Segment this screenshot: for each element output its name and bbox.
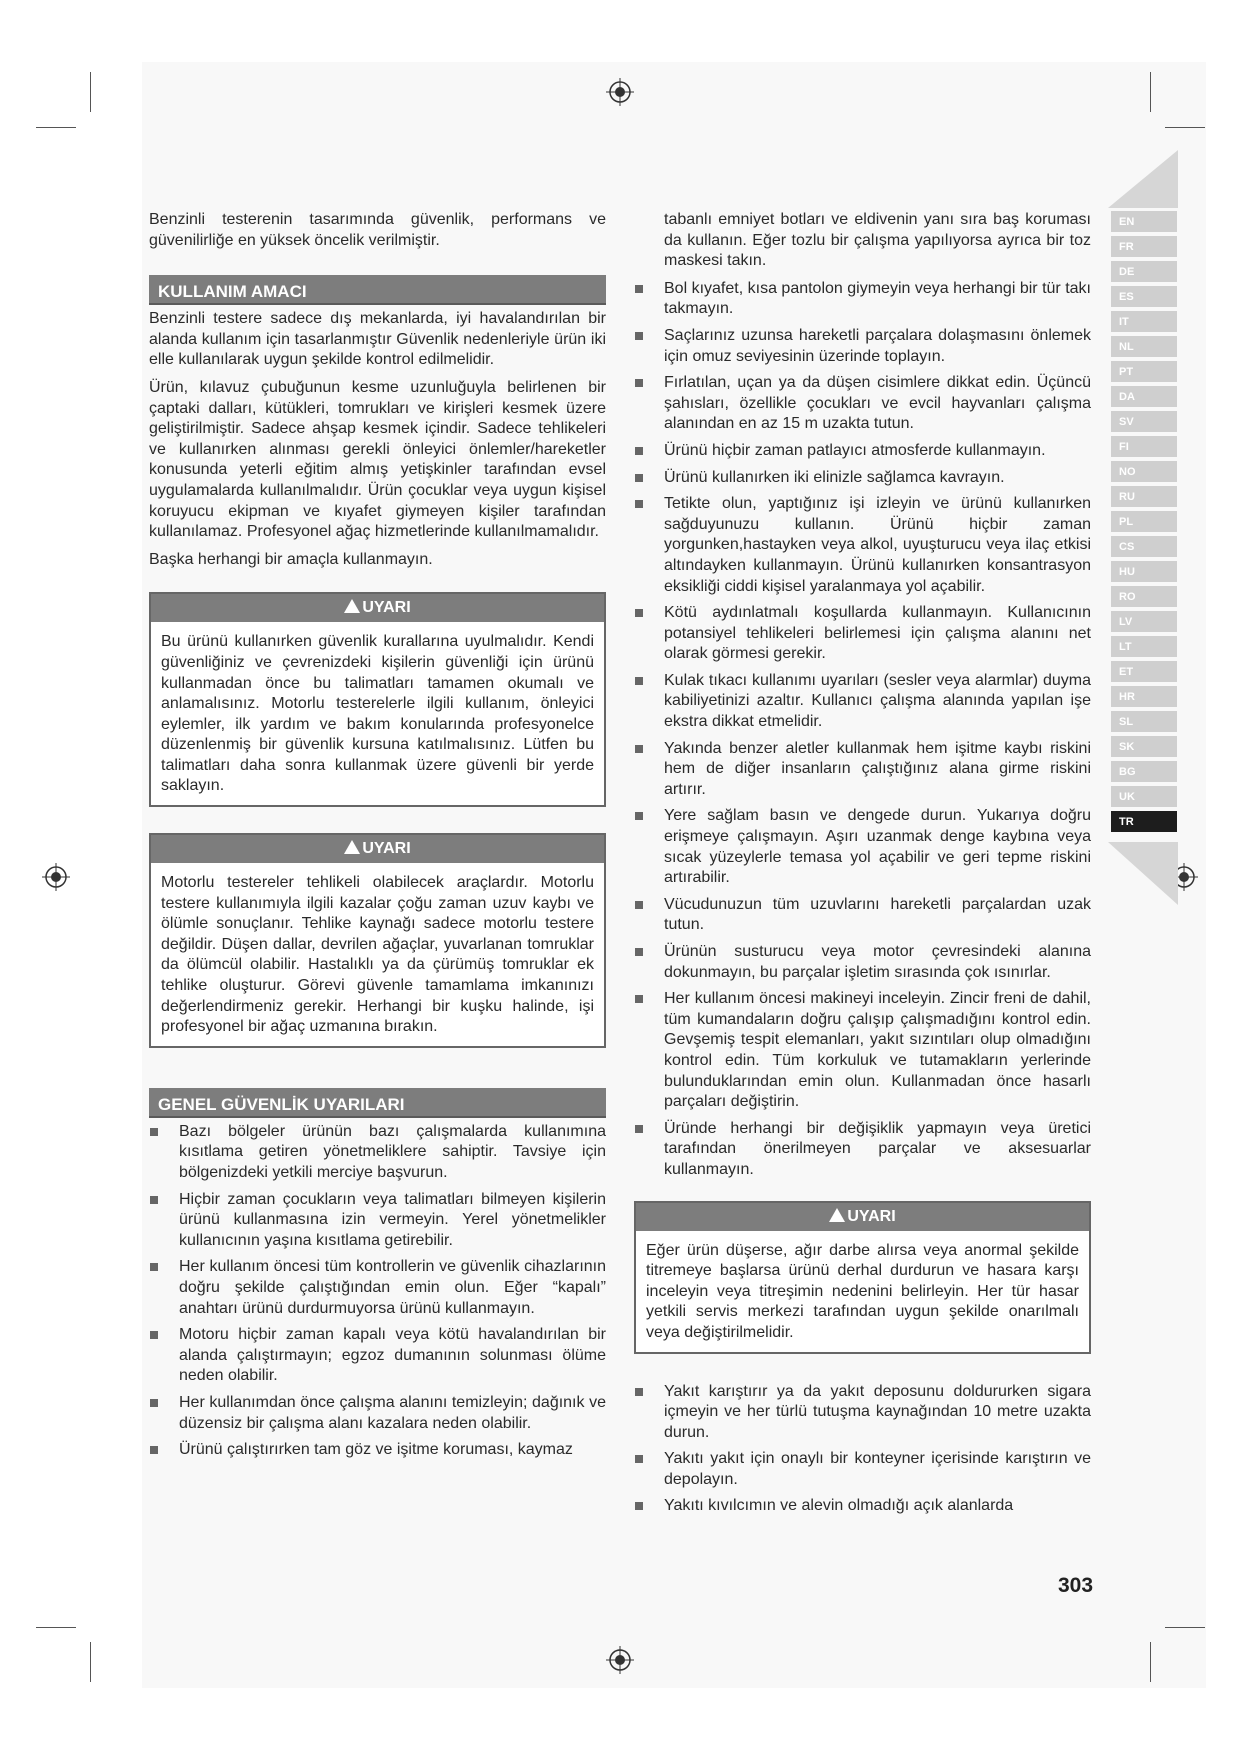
language-tab-bg[interactable]: BG [1111, 761, 1177, 782]
purpose-paragraph: Benzinli testere sadece dış mekanlarda, iyi havalandırılan bir alanda kullanım için tasarlanmıştır Güvenlik nedenleriyle ürün iki elle kullanılarak uygun şekilde kontrol edilmelidir. [149, 310, 606, 369]
language-tab-fr[interactable]: FR [1111, 236, 1177, 257]
language-tab-sk[interactable]: SK [1111, 736, 1177, 757]
registration-mark-icon [42, 863, 70, 891]
crop-mark [36, 127, 76, 128]
right-column [634, 210, 1091, 1523]
list-item: Yere sağlam basın ve dengede durun. Yukarıya doğru erişmeye çalışmayın. Aşırı uzanmak denge kaybına veya sıcak yüzeylerle temasa yol açabilir ve geri tepme riskini artırabilir. [634, 806, 1091, 888]
language-tab-et[interactable]: ET [1111, 661, 1177, 682]
general-safety-heading: GENEL GÜVENLİK UYARILARI [149, 1088, 606, 1118]
list-item: Vücudunuzun tüm uzuvlarını hareketli parçalardan uzak tutun. [634, 895, 1091, 936]
list-item: Bol kıyafet, kısa pantolon giymeyin veya herhangi bir tür takı takmayın. [634, 279, 1091, 320]
warning-text: Eğer ürün düşerse, ağır darbe alırsa veya anormal şekilde titremeye başlarsa ürünü derhal durdurun ve hasara karşı inceleyin veya titreşimin nedenini belirleyin. Her tür hasar yetkili servis merkezi tarafından uygun şekilde onarılmalı veya değiştirilmelidir. [646, 1241, 1079, 1341]
warning-triangle-icon [829, 1208, 845, 1222]
purpose-heading: KULLANIM AMACI [149, 275, 606, 305]
list-item: Motoru hiçbir zaman kapalı veya kötü havalandırılan bir alanda çalıştırmayın; egzoz dumanının solunması ölüme neden olabilir. [149, 1325, 606, 1387]
crop-mark [1150, 1642, 1151, 1682]
purpose-paragraph: Ürün, kılavuz çubuğunun kesme uzunluğuyla belirlenen bir çaptaki dalları, kütükleri, tomrukları ve kirişleri kesmek üzere geliştirilmiştir. Sadece ahşap kesmek içindir. Sadece tehlikeleri ve kullanırken alınması gerekli önleyici önlemler/hareketler konusunda yeterli eğitim almış yetişkinler tarafından evsel uygulamalarda kullanılmalıdır. Ürün çocuklar veya uygun kişisel koruyucu ekipman ve kıyafet giymeyen kişiler tarafından kullanılamaz. Profesyonel ağaç hizmetlerinde kullanılmamalıdır. [149, 378, 606, 541]
warning-header [151, 835, 604, 863]
list-item: Kötü aydınlatmalı koşullarda kullanmayın. Kullanıcının potansiyel tehlikeleri belirlemesi için çalışma alanını net olarak görmesi gerekir. [634, 603, 1091, 665]
language-tab-no[interactable]: NO [1111, 461, 1177, 482]
language-tab-es[interactable]: ES [1111, 286, 1177, 307]
list-item: Üründe herhangi bir değişiklik yapmayın veya üretici tarafından önerilmeyen parçalar ve aksesuarlar kullanmayın. [634, 1119, 1091, 1181]
fuel-safety-list [634, 1382, 1091, 1518]
list-item: Ürünü kullanırken iki elinizle sağlamca kavrayın. [634, 468, 1091, 489]
language-tab-tr[interactable]: TR [1111, 811, 1177, 832]
warning-triangle-icon [344, 599, 360, 613]
warning-title: UYARI [362, 599, 411, 617]
warning-box [634, 1201, 1091, 1354]
list-item: Yakında benzer aletler kullanmak hem işitme kaybı riskini hem de diğer insanların çalıştığınız alana girme riskini artırır. [634, 739, 1091, 801]
crop-mark [1165, 1627, 1205, 1628]
list-item: Fırlatılan, uçan ya da düşen cisimlere dikkat edin. Üçüncü şahısları, özellikle çocukları ve evcil hayvanları çalışma alanından en az 15 m uzakta tutun. [634, 373, 1091, 435]
list-item: Ürünü çalıştırırken tam göz ve işitme koruması, kaymaz [149, 1440, 606, 1461]
list-item: Bazı bölgeler ürünün bazı çalışmalarda kullanımına kısıtlama getiren yönetmeliklere sahiptir. Tavsiye için bölgenizdeki yetkili merciye başvurun. [149, 1122, 606, 1184]
list-item: Yakıtı yakıt için onaylı bir konteyner içerisinde karıştırın ve depolayın. [634, 1449, 1091, 1490]
language-tab-it[interactable]: IT [1111, 311, 1177, 332]
language-tab-lv[interactable]: LV [1111, 611, 1177, 632]
language-tab-cs[interactable]: CS [1111, 536, 1177, 557]
language-tab-sv[interactable]: SV [1111, 411, 1177, 432]
language-tabs [1111, 211, 1177, 836]
language-tab-ro[interactable]: RO [1111, 586, 1177, 607]
language-tab-de[interactable]: DE [1111, 261, 1177, 282]
continued-paragraph: tabanlı emniyet botları ve eldivenin yanı sıra baş koruması da kullanın. Eğer tozlu bir çalışma yapılıyorsa ayrıca bir toz maskesi takın. [664, 211, 1091, 270]
language-tab-hr[interactable]: HR [1111, 686, 1177, 707]
list-item: Tetikte olun, yaptığınız işi izleyin ve ürünü kullanırken sağduyunuzu kullanın. Ürünü hiçbir zaman yorgunken,hastayken veya alkol, uyuşturucu veya ilaç etkisi altındayken kullanmayın. Ürünü kullanırken konsantrasyon eksikliği ciddi kişisel yaralanmaya yol açabilir. [634, 494, 1091, 597]
language-tab-uk[interactable]: UK [1111, 786, 1177, 807]
language-tab-ru[interactable]: RU [1111, 486, 1177, 507]
language-tab-en[interactable]: EN [1111, 211, 1177, 232]
language-tab-da[interactable]: DA [1111, 386, 1177, 407]
language-tab-fi[interactable]: FI [1111, 436, 1177, 457]
warning-box [149, 833, 606, 1048]
list-item: Her kullanım öncesi tüm kontrollerin ve güvenlik cihazlarının doğru şekilde çalıştığından emin olun. Eğer “kapalı” anahtarı ürünü durdurmuyorsa ürünü kullanmayın. [149, 1257, 606, 1319]
warning-triangle-icon [344, 840, 360, 854]
general-safety-list [149, 1122, 606, 1461]
warning-text: Bu ürünü kullanırken güvenlik kurallarına uyulmalıdır. Kendi güvenliğiniz ve çevrenizdeki kişilerin güvenliği için ürünü kullanmadan önce bu talimatları tamamen okumalı ve anlamalısınız. Motorlu testerelerle ilgili kullanım, önleyici eylemler, ilk yardım ve bakım konularında profesyonelce düzenlenmiş bir güvenlik kursuna katılmalısınız. Lütfen bu talimatları daha sonra kullanmak üzere güvenli bir yerde saklayın. [161, 633, 594, 795]
safety-list-right [634, 279, 1091, 1181]
crop-mark [1165, 127, 1205, 128]
warning-header [151, 594, 604, 622]
crop-mark [90, 72, 91, 112]
list-item: Her kullanım öncesi makineyi inceleyin. Zincir freni de dahil, tüm kumandaların doğru çalışıp çalışmadığını kontrol edin. Gevşemiş tespit elemanları, yakıt sızıntıları olup olmadığını kontrol edin. Tüm korkuluk ve tutamakların yerlerinde bulunduklarından emin olun. Kullanmadan önce hasarlı parçaları değiştirin. [634, 989, 1091, 1113]
list-item: Ürünün susturucu veya motor çevresindeki alanına dokunmayın, bu parçalar işletim sırasında çok ısınırlar. [634, 942, 1091, 983]
purpose-paragraph: Başka herhangi bir amaçla kullanmayın. [149, 550, 433, 568]
language-tab-nl[interactable]: NL [1111, 336, 1177, 357]
crop-mark [36, 1627, 76, 1628]
warning-box [149, 592, 606, 807]
warning-title: UYARI [362, 840, 411, 858]
list-item: Saçlarınız uzunsa hareketli parçalara dolaşmasını önlemek için omuz seviyesinin üzerinde toplayın. [634, 326, 1091, 367]
left-column [149, 210, 606, 1467]
warning-header [636, 1203, 1089, 1231]
warning-text: Motorlu testereler tehlikeli olabilecek araçlardır. Motorlu testere kullanımıyla ilgili kazalar çoğu zaman uzuv kaybı ve ölümle sonuçlanır. Tehlike kaynağı sadece motorlu testere değildir. Düşen dallar, devrilen ağaçlar, yuvarlanan tomruklar da ölümcül olabilir. Hastalıklı ya da çürümüş tomruklar ek tehlike oluşturur. Görevi güvenle tamamlama imkanınızı değerlendirmeniz gerekir. Herhangi bir kuşku halinde, işi profesyonel bir ağaç uzmanına bırakın. [161, 874, 594, 1036]
language-tab-sl[interactable]: SL [1111, 711, 1177, 732]
language-tab-lt[interactable]: LT [1111, 636, 1177, 657]
language-tab-hu[interactable]: HU [1111, 561, 1177, 582]
crop-mark [1150, 72, 1151, 112]
list-item: Hiçbir zaman çocukların veya talimatları bilmeyen kişilerin ürünü kullanmasına izin vermeyin. Yerel yönetmelikler kullanıcının yaşına kısıtlama getirebilir. [149, 1190, 606, 1252]
list-item: Yakıt karıştırır ya da yakıt deposunu doldururken sigara içmeyin ve her türlü tutuşma kaynağından 10 metre uzakta durun. [634, 1382, 1091, 1444]
list-item: Kulak tıkacı kullanımı uyarıları (sesler veya alarmlar) duyma kabiliyetinizi azaltır. Kullanıcı çalışma alanında yapılan işe ekstra dikkat etmelidir. [634, 671, 1091, 733]
warning-title: UYARI [847, 1207, 896, 1225]
language-tab-pt[interactable]: PT [1111, 361, 1177, 382]
crop-mark [90, 1642, 91, 1682]
list-item: Ürünü hiçbir zaman patlayıcı atmosferde kullanmayın. [634, 441, 1091, 462]
registration-mark-icon [606, 1646, 634, 1674]
list-item: Her kullanımdan önce çalışma alanını temizleyin; dağınık ve düzensiz bir çalışma alanı kazalara neden olabilir. [149, 1393, 606, 1434]
list-item: Yakıtı kıvılcımın ve alevin olmadığı açık alanlarda [634, 1496, 1091, 1517]
registration-mark-icon [606, 78, 634, 106]
language-tab-pl[interactable]: PL [1111, 511, 1177, 532]
page-number: 303 [1058, 1574, 1094, 1597]
intro-paragraph: Benzinli testerenin tasarımında güvenlik, performans ve güvenilirliğe en yüksek öncelik verilmiştir. [149, 211, 606, 249]
